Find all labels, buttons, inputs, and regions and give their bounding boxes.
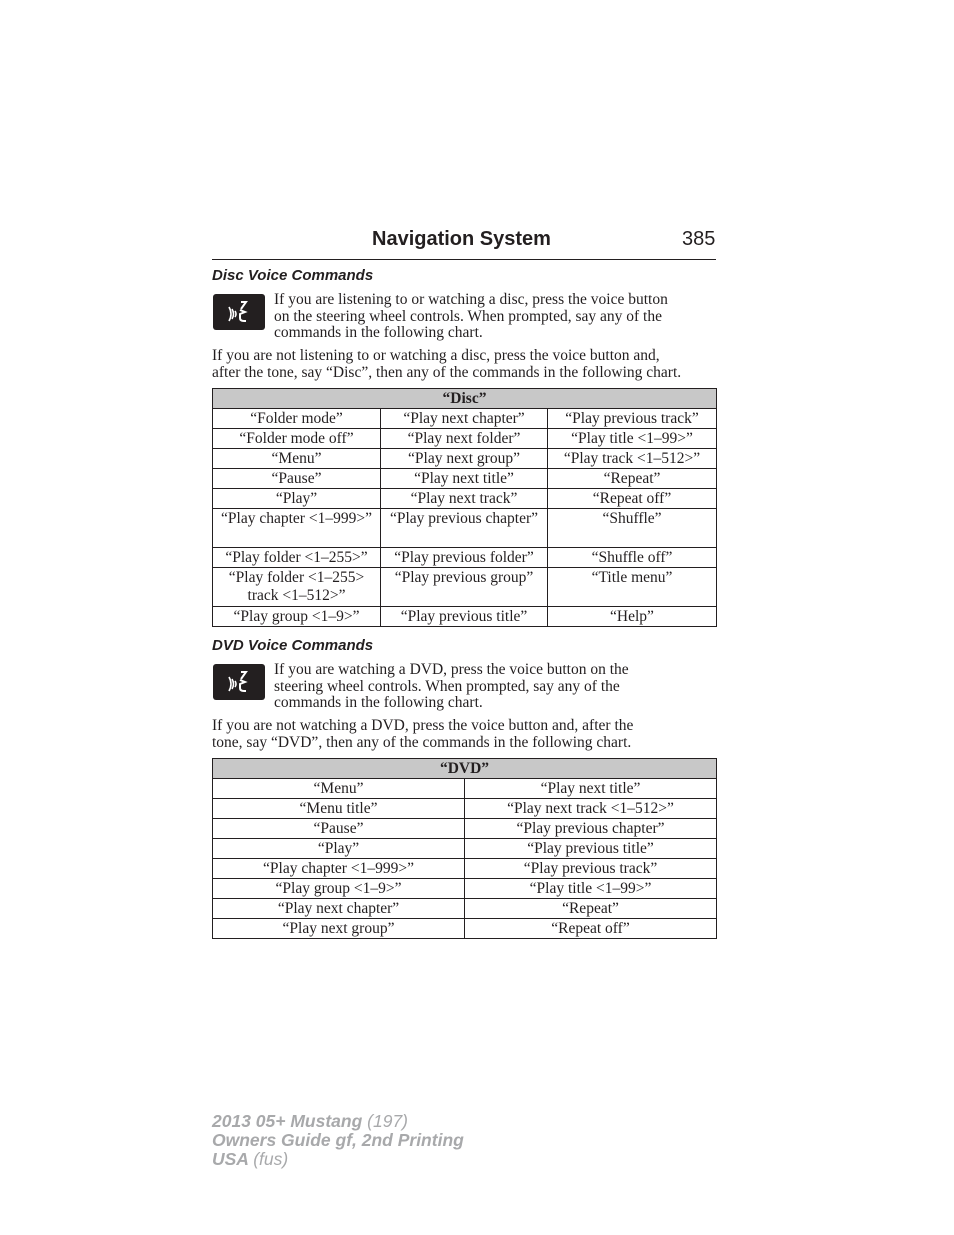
disc-intro-text	[274, 292, 668, 342]
table-cell: “Play previous title”	[381, 607, 548, 627]
table-cell: “Play next track”	[381, 489, 548, 509]
table-cell: “Play next group”	[213, 919, 465, 939]
table-cell: “Play previous track”	[465, 859, 717, 879]
table-row	[213, 859, 717, 879]
table-cell: “Folder mode off”	[213, 429, 381, 449]
table-cell: “Play next chapter”	[213, 899, 465, 919]
table-cell: “Play next track <1–512>”	[465, 799, 717, 819]
footer-region: USA	[212, 1149, 249, 1169]
table-cell: “Play previous group”	[381, 568, 548, 607]
table-row	[213, 779, 717, 799]
page-number: 385	[682, 228, 716, 250]
table-cell: “Play next folder”	[381, 429, 548, 449]
text-line: after the tone, say “Disc”, then any of the commands in the following chart.	[212, 363, 682, 381]
table-cell: “Play group <1–9>”	[213, 879, 465, 899]
table-cell: “Pause”	[213, 469, 381, 489]
voice-command-icon-glyph	[224, 299, 254, 325]
table-row	[213, 819, 717, 839]
table-row	[213, 429, 717, 449]
footer-line	[212, 1150, 464, 1169]
text-line: on the steering wheel controls. When prompted, say any of the	[274, 307, 662, 325]
table-cell: “Play previous track”	[548, 409, 717, 429]
table-row	[213, 548, 717, 568]
dvd-section-heading: DVD Voice Commands	[212, 637, 374, 654]
table-row	[213, 919, 717, 939]
table-cell: “Play next title”	[381, 469, 548, 489]
table-row	[213, 469, 717, 489]
disc-paragraph	[212, 348, 681, 381]
text-line: commands in the following chart.	[274, 694, 483, 712]
table-cell: “Play next group”	[381, 449, 548, 469]
table-cell: “Help”	[548, 607, 717, 627]
table-cell: “Menu”	[213, 449, 381, 469]
table-header: “Disc”	[213, 389, 717, 409]
table-row	[213, 799, 717, 819]
table-cell: “Play folder <1–255> track <1–512>”	[213, 568, 381, 607]
text-line: If you are not listening to or watching a disc, press the voice button and,	[212, 347, 660, 364]
disc-section-heading: Disc Voice Commands	[212, 267, 374, 284]
table-cell: “Play group <1–9>”	[213, 607, 381, 627]
footer-region-code: (fus)	[253, 1149, 289, 1169]
table-row	[213, 568, 717, 607]
table-cell: “Repeat off”	[465, 919, 717, 939]
table-cell: “Play next title”	[465, 779, 717, 799]
table-cell: “Play chapter <1–999>”	[213, 509, 381, 548]
table-cell: “Shuffle”	[548, 509, 717, 548]
document-footer	[212, 1112, 464, 1169]
table-cell: “Play chapter <1–999>”	[213, 859, 465, 879]
table-row	[213, 409, 717, 429]
table-cell: “Play previous folder”	[381, 548, 548, 568]
table-cell: “Play”	[213, 489, 381, 509]
table-cell: “Play previous chapter”	[381, 509, 548, 548]
text-line: steering wheel controls. When prompted, say any of the	[274, 677, 620, 695]
table-cell: “Play folder <1–255>”	[213, 548, 381, 568]
table-cell: “Play title <1–99>”	[465, 879, 717, 899]
table-row	[213, 489, 717, 509]
table-cell: “Play previous title”	[465, 839, 717, 859]
text-line: If you are watching a DVD, press the voice button on the	[274, 661, 629, 678]
footer-model: 2013 05+ Mustang	[212, 1111, 363, 1131]
footer-line	[212, 1112, 464, 1131]
table-row	[213, 839, 717, 859]
table-cell: “Play track <1–512>”	[548, 449, 717, 469]
table-row	[213, 879, 717, 899]
voice-command-icon	[213, 664, 265, 700]
footer-model-code: (197)	[367, 1111, 409, 1131]
table-cell: “Menu”	[213, 779, 465, 799]
table-cell: “Play next chapter”	[381, 409, 548, 429]
table-cell: “Play previous chapter”	[465, 819, 717, 839]
text-line: If you are listening to or watching a disc, press the voice button	[274, 291, 668, 308]
table-cell: “Menu title”	[213, 799, 465, 819]
table-row	[213, 449, 717, 469]
text-line: tone, say “DVD”, then any of the commands in the following chart.	[212, 733, 632, 751]
table-cell: “Play title <1–99>”	[548, 429, 717, 449]
text-line: If you are not watching a DVD, press the voice button and, after the	[212, 717, 634, 734]
dvd-intro-text	[274, 662, 629, 712]
header-divider	[212, 259, 716, 260]
table-row	[213, 607, 717, 627]
table-cell: “Shuffle off”	[548, 548, 717, 568]
table-cell: “Play”	[213, 839, 465, 859]
table-cell: “Folder mode”	[213, 409, 381, 429]
voice-command-icon-glyph	[224, 669, 254, 695]
table-cell: “Repeat”	[548, 469, 717, 489]
dvd-paragraph	[212, 718, 633, 751]
dvd-commands-table	[212, 758, 717, 939]
table-cell: “Repeat”	[465, 899, 717, 919]
table-cell: “Repeat off”	[548, 489, 717, 509]
table-header: “DVD”	[213, 759, 717, 779]
page-title: Navigation System	[372, 228, 551, 250]
table-row	[213, 899, 717, 919]
text-line: commands in the following chart.	[274, 324, 483, 342]
table-cell: “Title menu”	[548, 568, 717, 607]
footer-line: Owners Guide gf, 2nd Printing	[212, 1130, 464, 1150]
table-cell: “Pause”	[213, 819, 465, 839]
disc-commands-table	[212, 388, 717, 627]
voice-command-icon	[213, 294, 265, 330]
table-row	[213, 509, 717, 548]
